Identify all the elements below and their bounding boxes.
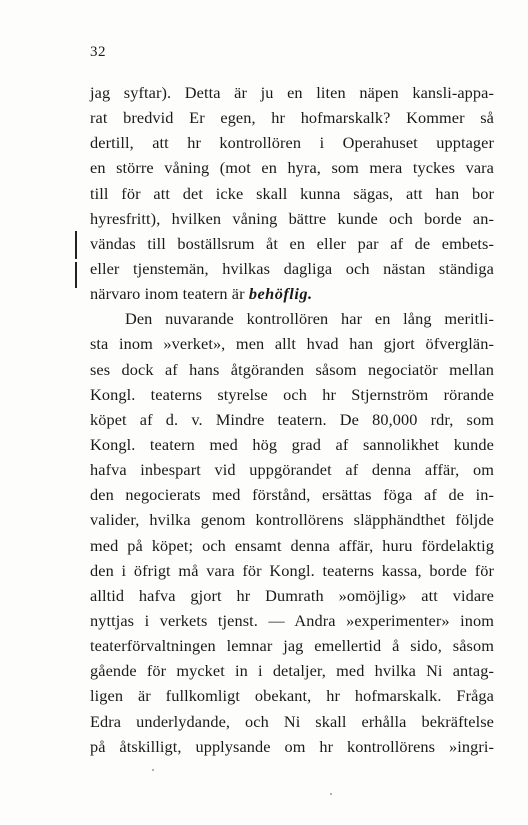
text-line: eller tjenstemän, hvilkas dagliga och nästan ständiga xyxy=(90,258,494,278)
text-line: nyttjas i verkets tjenst. — Andra »experimenter» inom xyxy=(90,610,494,630)
margin-pencil-mark xyxy=(75,262,77,288)
emphasized-word: behöflig. xyxy=(248,284,313,304)
text-line: hyresfritt), hvilken våning bättre kunde och borde an- xyxy=(90,208,494,228)
paper-speck xyxy=(152,769,154,771)
text-line: köpet af d. v. Mindre teatern. De 80,000 rdr, som xyxy=(90,409,494,429)
text-line: hafva inbespart vid uppgörandet af denna affär, om xyxy=(90,460,494,480)
text-line: Den nuvarande kontrollören har en lång meritli- xyxy=(125,309,494,329)
text-line: sta inom »verket», men allt hvad han gjort öfverglän- xyxy=(90,334,494,354)
text-line: ligen är fullkomligt obekant, hr hofmarskalk. Fråga xyxy=(90,686,494,706)
text-line: den negocierats med förstånd, ersättas föga af de in- xyxy=(90,485,494,505)
text-line: alltid hafva gjort hr Dumrath »omöjlig» att vidare xyxy=(90,585,494,605)
paper-speck xyxy=(330,793,332,795)
text-line: till för att det icke skall kunna sägas, att han bor xyxy=(90,183,494,203)
text-line: den i öfrigt må vara för Kongl. teaterns kassa, borde för xyxy=(90,560,494,580)
text-line: gående för mycket in i detaljer, med hvilka Ni antag- xyxy=(90,661,494,681)
text-line: jag syftar). Detta är ju en liten näpen kansli-appa- xyxy=(90,83,494,102)
text-line: dertill, att hr kontrollören i Operahuset upptager xyxy=(90,133,494,153)
text-line: valider, hvilka genom kontrollörens släpphändthet följde xyxy=(90,510,494,530)
text-line: Edra underlydande, och Ni skall erhålla bekräftelse xyxy=(90,711,494,731)
text-line: Kongl. teatern med hög grad af sannolikhet kunde xyxy=(90,434,494,454)
text-line: teaterförvaltningen lemnar jag emellertid å sido, såsom xyxy=(90,636,494,656)
body-text xyxy=(90,80,494,759)
text-line: Kongl. teaterns styrelse och hr Stjernström rörande xyxy=(90,384,494,404)
text-line: en större våning (mot en hyra, som mera tyckes vara xyxy=(90,158,494,178)
text-line: rat bredvid Er egen, hr hofmarskalk? Kommer så xyxy=(90,108,494,128)
text-line: med på köpet; och ensamt denna affär, huru fördelaktig xyxy=(90,535,494,555)
text-segment: närvaro inom teatern är xyxy=(90,284,249,304)
text-line xyxy=(90,281,494,306)
text-line: ses dock af hans åtgöranden såsom negociatör mellan xyxy=(90,359,494,379)
text-line: vändas till boställsrum åt en eller par af de embets- xyxy=(90,233,494,253)
page-number: 32 xyxy=(90,44,106,60)
text-line: på åtskilligt, upplysande om hr kontrollörens »ingri- xyxy=(90,736,494,756)
margin-pencil-mark xyxy=(75,231,77,259)
